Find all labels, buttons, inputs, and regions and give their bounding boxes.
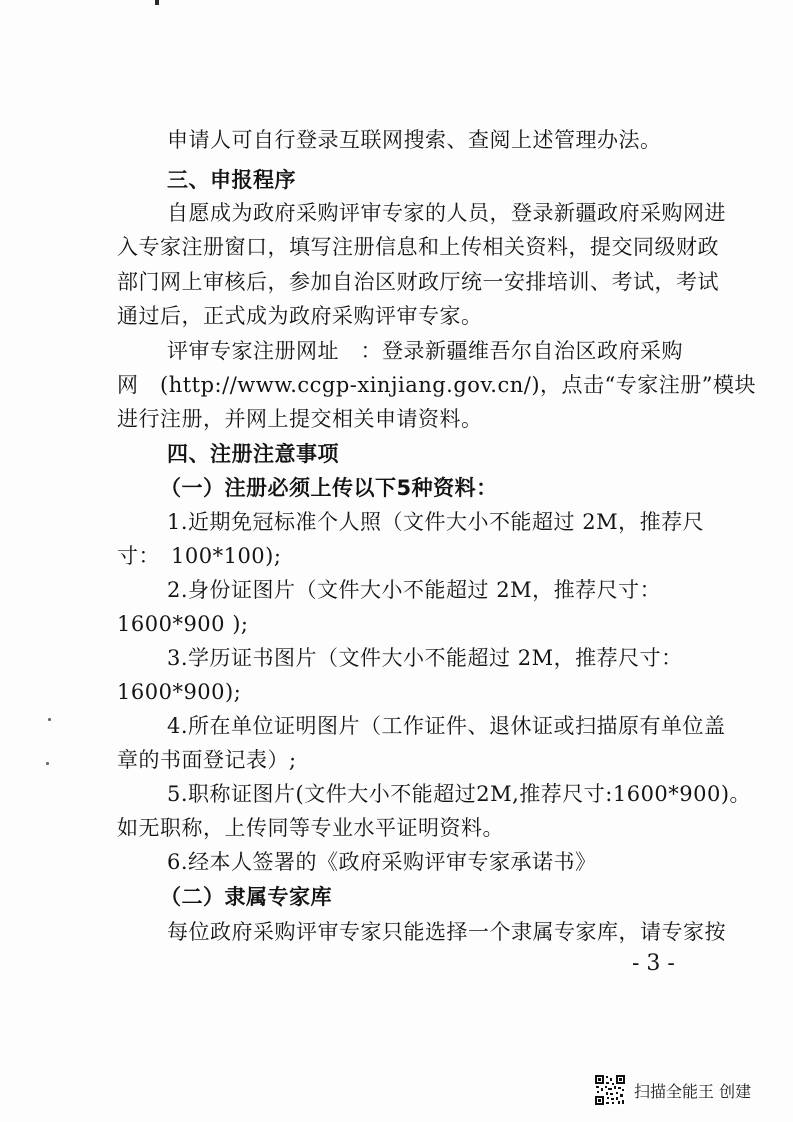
scan-artifact [46,762,49,765]
subheading-affiliated-expert-pool: （二）隶属专家库 [160,885,332,909]
list-item-1: 1.近期免冠标准个人照（文件大小不能超过 2M，推荐尺 [167,510,705,534]
list-item-2: 2.身份证图片（文件大小不能超过 2M，推荐尺寸： [167,578,662,602]
paragraph-line-last: 每位政府采购评审专家只能选择一个隶属专家库，请专家按 [167,920,726,944]
section-heading-registration-notes: 四、注册注意事项 [167,442,339,466]
qr-code-icon [594,1074,626,1106]
page-number: - 3 - [632,951,675,976]
list-item-1-cont: 寸： 100*100); [117,544,282,568]
list-item-5: 5.职称证图片(文件大小不能超过2M,推荐尺寸:1600*900)。 [167,782,752,806]
paragraph-line-3: 自愿成为政府采购评审专家的人员，登录新疆政府采购网进 [167,201,726,225]
list-item-2-cont: 1600*900 ); [117,612,249,636]
paragraph-line-6: 通过后，正式成为政府采购评审专家。 [117,304,483,328]
registration-url-line: 网 (http://www.ccgp-xinjiang.gov.cn/)，点击“专家注册”模块 [117,373,757,397]
list-item-3: 3.学历证书图片（文件大小不能超过 2M，推荐尺寸： [167,646,683,670]
list-item-5-cont: 如无职称，上传同等专业水平证明资料。 [117,816,504,840]
scanner-watermark [594,1074,751,1106]
paragraph-line-1: 申请人可自行登录互联网搜索、查阅上述管理办法。 [167,128,662,152]
list-item-6: 6.经本人签署的《政府采购评审专家承诺书》 [167,850,597,874]
list-item-4-cont: 章的书面登记表）; [117,748,297,772]
list-item-4: 4.所在单位证明图片（工作证件、退休证或扫描原有单位盖 [167,714,726,738]
scan-artifact [155,0,159,5]
paragraph-line-4: 入专家注册窗口，填写注册信息和上传相关资料，提交同级财政 [117,235,719,259]
watermark-label: 扫描全能王 创建 [634,1081,752,1101]
paragraph-line-5: 部门网上审核后，参加自治区财政厅统一安排培训、考试，考试 [117,270,719,294]
list-item-3-cont: 1600*900); [117,680,242,704]
paragraph-line-9: 进行注册，并网上提交相关申请资料。 [117,407,483,431]
paragraph-line-7: 评审专家注册网址 ：登录新疆维吾尔自治区政府采购 [167,339,683,363]
section-heading-application-procedure: 三、申报程序 [167,168,296,192]
subheading-required-materials: （一）注册必须上传以下5种资料： [160,476,498,500]
scan-artifact [48,718,51,721]
